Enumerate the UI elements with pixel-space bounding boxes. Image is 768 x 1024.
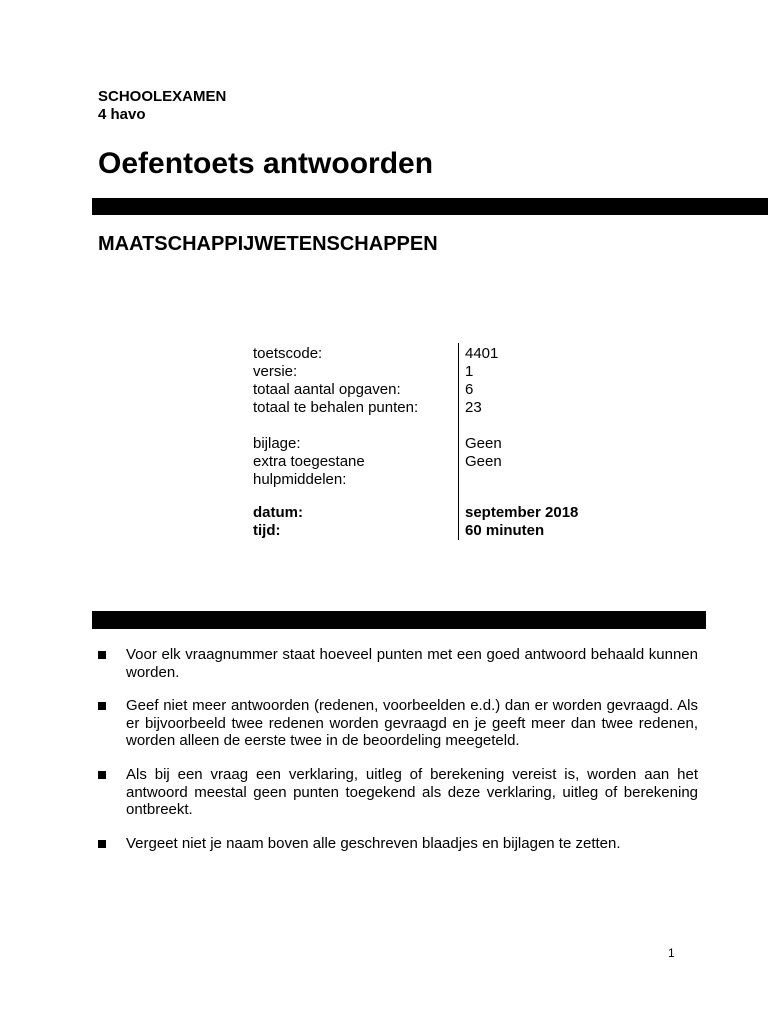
- info-value: Geen: [465, 453, 502, 470]
- info-label: extra toegestane hulpmiddelen:: [253, 453, 365, 488]
- info-value: 1: [465, 363, 474, 380]
- bottom-divider-bar: [92, 611, 706, 629]
- info-label: versie:: [253, 363, 298, 380]
- document-title: Oefentoets antwoorden: [98, 147, 434, 180]
- info-label: datum:: [253, 504, 303, 521]
- subject-heading: MAATSCHAPPIJWETENSCHAPPEN: [98, 233, 438, 255]
- info-value: 23: [465, 399, 482, 416]
- info-label: totaal te behalen punten:: [253, 399, 419, 416]
- grade-label: 4 havo: [98, 106, 146, 123]
- info-value: 60 minuten: [465, 522, 545, 539]
- info-value: Geen: [465, 435, 502, 452]
- square-bullet-icon: [98, 840, 106, 848]
- exam-type-label: SCHOOLEXAMEN: [98, 88, 227, 105]
- info-value: 4401: [465, 345, 499, 362]
- info-label: toetscode:: [253, 345, 323, 362]
- info-label: tijd:: [253, 522, 281, 539]
- rule-text: Voor elk vraagnummer staat hoeveel punten met een goed antwoord behaald kunnen worden.: [126, 646, 698, 681]
- rule-text: Vergeet niet je naam boven alle geschreven blaadjes en bijlagen te zetten.: [126, 835, 621, 852]
- info-label: bijlage:: [253, 435, 301, 452]
- info-table-divider: [458, 343, 459, 540]
- top-divider-bar: [92, 198, 768, 215]
- info-value: september 2018: [465, 504, 579, 521]
- page-number: 1: [668, 946, 675, 960]
- rule-text: Geef niet meer antwoorden (redenen, voorbeelden e.d.) dan er worden gevraagd. Als er bijvoorbeeld twee redenen worden gevraagd en je geeft meer dan twee redenen, worden alleen de eerste twee in de beoordeling meegeteld.: [126, 697, 698, 749]
- info-label: totaal aantal opgaven:: [253, 381, 401, 398]
- info-value: 6: [465, 381, 474, 398]
- square-bullet-icon: [98, 771, 106, 779]
- square-bullet-icon: [98, 651, 106, 659]
- square-bullet-icon: [98, 702, 106, 710]
- rule-text: Als bij een vraag een verklaring, uitleg of berekening vereist is, worden aan het antwoord meestal geen punten toegekend als deze verklaring, uitleg of berekening ontbreekt.: [126, 766, 698, 818]
